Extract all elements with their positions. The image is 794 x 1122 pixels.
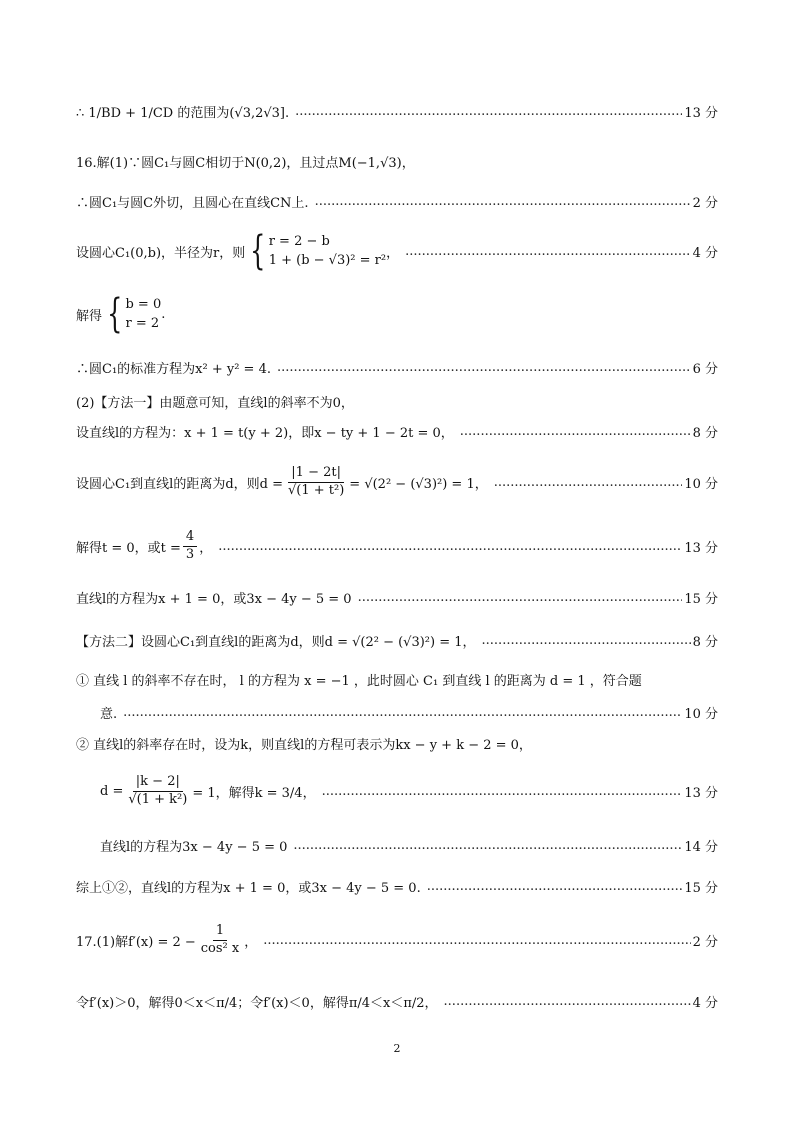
text-part: 17.(1)解f′(x) = 2 − xyxy=(76,934,196,950)
line-tangent xyxy=(76,190,718,212)
leader-dots xyxy=(218,539,682,554)
line-text: ∴圆C₁与圆C外切，且圆心在直线CN上. xyxy=(76,195,309,211)
text-part: . xyxy=(161,306,166,322)
score-label: 10 分 xyxy=(684,706,718,722)
line-text xyxy=(76,291,166,337)
line-problem-16 xyxy=(76,150,718,172)
line-text: (2)【方法一】由题意可知，直线l的斜率不为0， xyxy=(76,395,354,411)
numerator: 1 xyxy=(213,924,227,940)
score-label: 10 分 xyxy=(684,476,718,492)
equation-system xyxy=(245,228,387,274)
line-text: ∴圆C₁的标准方程为x² + y² = 4. xyxy=(76,361,271,377)
line-text: 直线l的方程为x + 1 = 0，或3x − 4y − 5 = 0 xyxy=(76,591,352,607)
denominator: cos² x xyxy=(200,940,240,956)
leader-dots xyxy=(277,360,691,375)
equation-system xyxy=(102,291,162,337)
text-part: ， xyxy=(244,934,258,950)
leader-dots xyxy=(263,933,690,948)
line-text xyxy=(76,466,488,498)
line-text xyxy=(76,530,212,562)
line-case-one-cont xyxy=(100,701,718,723)
numerator: |k − 2| xyxy=(133,775,183,791)
line-text: 令f′(x)＞0，解得0＜x＜π/4；令f′(x)＜0，解得π/4＜x＜π/2， xyxy=(76,995,438,1011)
line-text xyxy=(76,924,257,956)
denominator: √(1 + t²) xyxy=(288,482,345,498)
page-number: 2 xyxy=(393,1042,401,1055)
score-label: 4 分 xyxy=(692,995,718,1011)
line-case-two-result xyxy=(100,834,718,856)
leader-dots xyxy=(293,838,682,853)
line-text: ② 直线l的斜率存在时，设为k，则直线l的方程可表示为kx − y + k − 2 = 0， xyxy=(76,737,532,753)
text-part: 设圆心C₁到直线l的距离为d，则d = xyxy=(76,476,283,492)
system-row: 1 + (b − √3)² = r² xyxy=(268,253,387,268)
score-label: 13 分 xyxy=(684,540,718,556)
numerator: 4 xyxy=(183,530,197,546)
leader-dots xyxy=(358,590,683,605)
leader-dots xyxy=(315,194,691,209)
denominator: √(1 + k²) xyxy=(128,791,188,807)
score-label: 8 分 xyxy=(692,634,718,650)
leader-dots xyxy=(123,705,682,720)
system-row: b = 0 xyxy=(125,296,162,312)
brace-icon: { xyxy=(250,228,266,274)
text-part: 解得 xyxy=(76,308,103,324)
text-part: 解得t = 0，或t = xyxy=(76,540,181,556)
line-text: 直线l的方程为3x − 4y − 5 = 0 xyxy=(100,839,288,855)
score-label: 6 分 xyxy=(692,361,718,377)
text-part: 设圆心C₁(0,b)，半径为r，则 xyxy=(76,245,246,261)
line-case-two xyxy=(76,732,718,754)
line-text: ① 直线 l 的斜率不存在时， l 的方程为 x = −1 ，此时圆心 C₁ 到直线 l 的距离为 d = 1 ，符合题 xyxy=(76,673,642,689)
line-solve-t xyxy=(76,526,718,566)
text-part: = 1，解得k = 3/4， xyxy=(192,785,316,801)
line-text xyxy=(100,775,316,807)
line-text: 设直线l的方程为：x + 1 = t(y + 2)，即x − ty + 1 − 2t = 0， xyxy=(76,425,454,441)
line-summary xyxy=(76,875,718,897)
denominator: 3 xyxy=(185,546,195,562)
line-problem-17 xyxy=(76,918,718,962)
score-label: 13 分 xyxy=(684,105,718,121)
line-method-one xyxy=(76,390,718,412)
score-label: 2 分 xyxy=(692,195,718,211)
line-solve-system xyxy=(76,290,718,338)
score-label: 15 分 xyxy=(684,880,718,896)
leader-dots xyxy=(494,475,683,490)
line-text: 【方法二】设圆心C₁到直线l的距离为d，则d = √(2² − (√3)²) = 1， xyxy=(76,634,476,650)
score-label: 14 分 xyxy=(684,839,718,855)
line-line-equation xyxy=(76,420,718,442)
score-label: 15 分 xyxy=(684,591,718,607)
leader-dots xyxy=(322,784,683,799)
line-text xyxy=(76,228,400,274)
line-result-one xyxy=(76,586,718,608)
system-row: r = 2 − b xyxy=(268,233,330,249)
score-label: 4 分 xyxy=(692,245,718,261)
text-part: d = xyxy=(100,783,124,799)
leader-dots xyxy=(295,104,682,119)
line-standard-equation xyxy=(76,356,718,378)
line-center-setup xyxy=(76,226,718,276)
score-label: 8 分 xyxy=(692,425,718,441)
numerator: |1 − 2t| xyxy=(288,466,344,482)
score-label: 2 分 xyxy=(692,934,718,950)
system-row: r = 2 xyxy=(125,316,160,331)
fraction xyxy=(285,466,347,498)
line-text: 综上①②，直线l的方程为x + 1 = 0，或3x − 4y − 5 = 0. xyxy=(76,880,421,896)
leader-dots xyxy=(482,633,691,648)
text-part: ， xyxy=(199,540,213,556)
line-case-one xyxy=(76,668,718,690)
brace-icon: { xyxy=(107,291,123,337)
text-part: ， xyxy=(386,245,400,261)
score-label: 13 分 xyxy=(684,785,718,801)
leader-dots xyxy=(405,244,690,259)
line-method-two xyxy=(76,628,718,652)
fraction xyxy=(198,924,242,956)
text-part: = √(2² − (√3)²) = 1， xyxy=(349,476,488,492)
line-text: 16.解(1)∵圆C₁与圆C相切于N(0,2)，且过点M(−1,√3)， xyxy=(76,155,415,171)
leader-dots xyxy=(427,879,683,894)
fraction xyxy=(125,775,190,807)
fraction xyxy=(183,530,197,562)
line-monotonic xyxy=(76,988,718,1014)
leader-dots xyxy=(444,994,691,1009)
line-text: 意. xyxy=(100,706,118,722)
leader-dots xyxy=(460,424,691,439)
line-range-result xyxy=(76,94,718,128)
line-text: ∴ 1/BD + 1/CD 的范围为(√3,2√3]. xyxy=(76,105,290,121)
line-case-two-distance xyxy=(100,768,718,814)
line-distance xyxy=(76,460,718,504)
